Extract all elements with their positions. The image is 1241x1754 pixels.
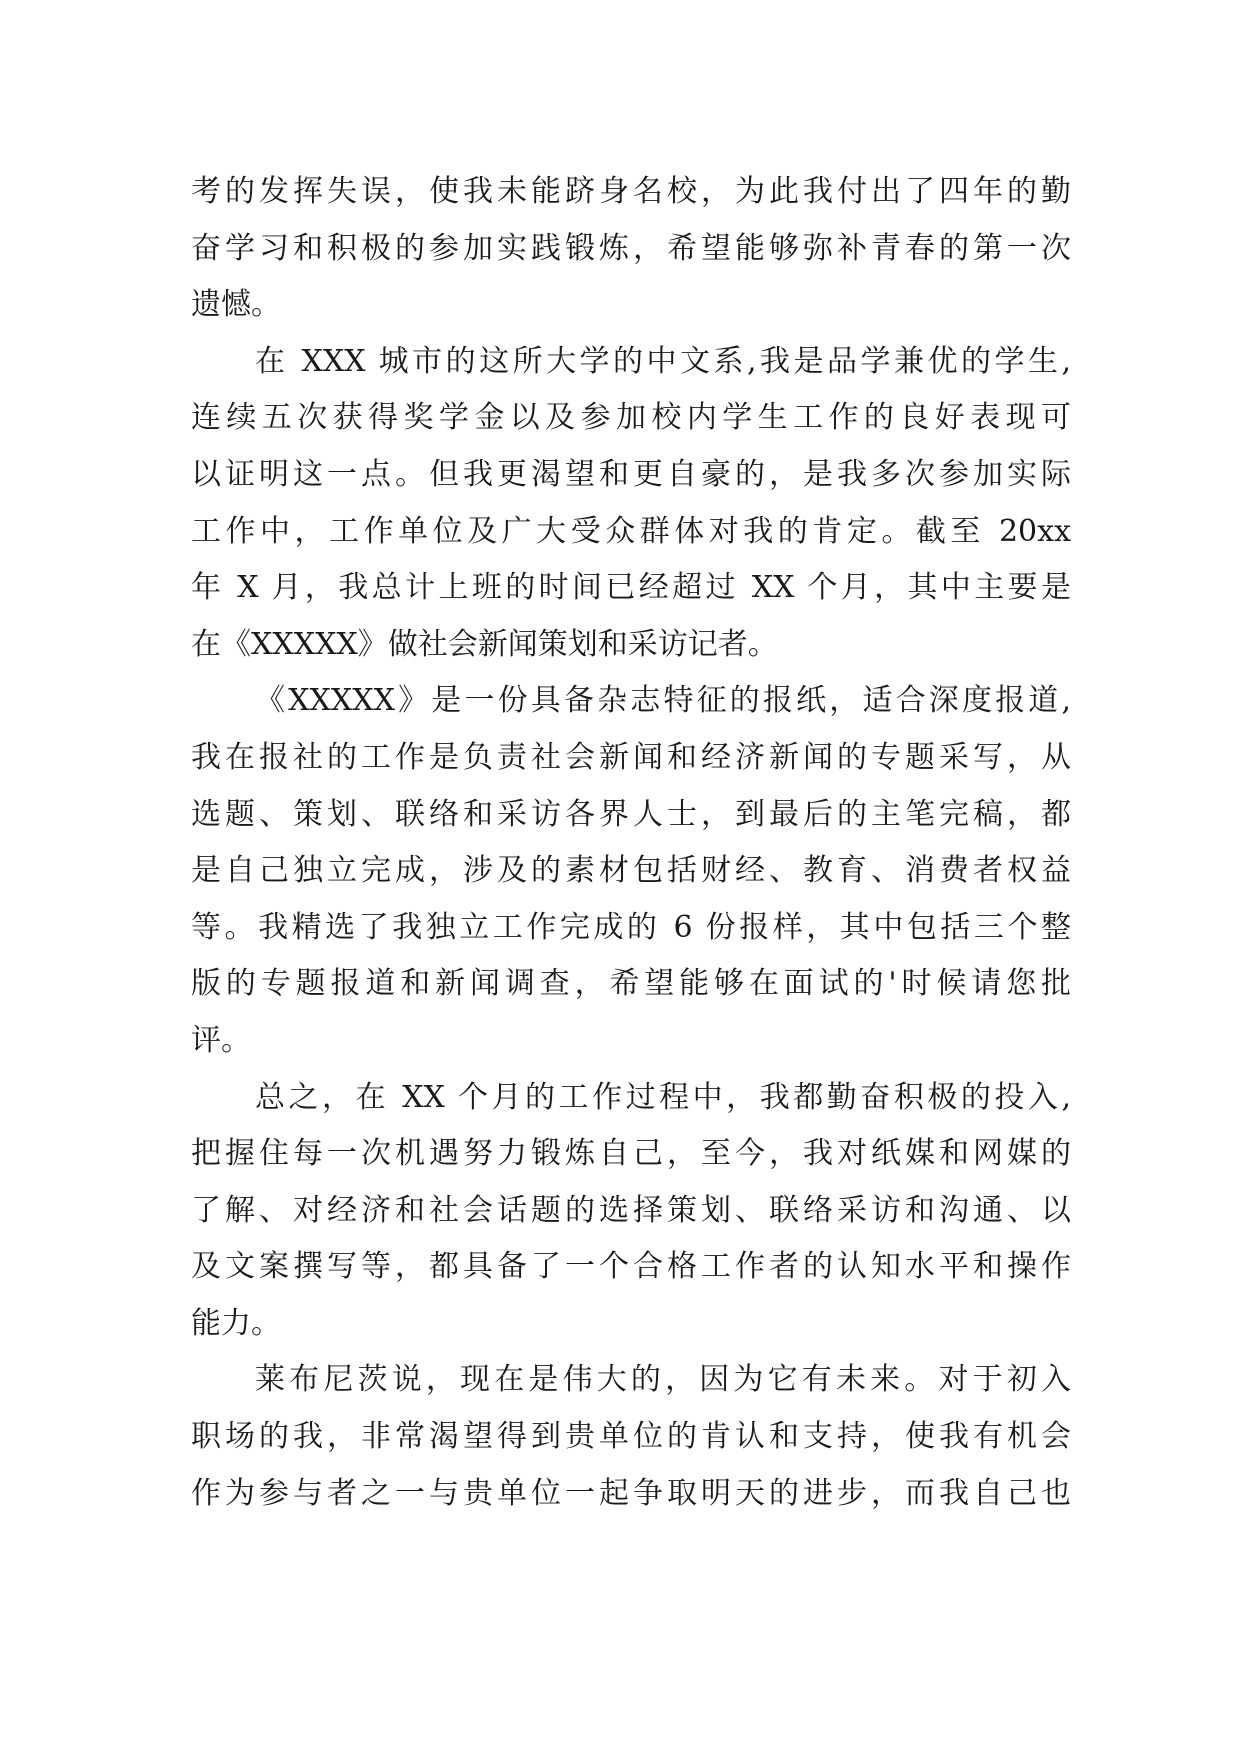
paragraph-line: 等。我精选了我独立工作完成的 6 份报样，其中包括三个整 [191,909,1071,945]
paragraph-line: 在《XXXXX》做社会新闻策划和采访记者。 [191,626,778,662]
paragraph-line: 及文案撰写等，都具备了一个合格工作者的认知水平和操作 [191,1249,1071,1285]
paragraph-line: 能力。 [191,1305,281,1341]
paragraph-line: 遗憾。 [191,287,281,323]
paragraph-line: 选题、策划、联络和采访各界人士，到最后的主笔完稿，都 [191,796,1071,832]
document-body [191,164,1071,1522]
paragraph-line: 连续五次获得奖学金以及参加校内学生工作的良好表现可 [191,400,1071,436]
paragraph-line: 年 X 月，我总计上班的时间已经超过 XX 个月，其中主要是 [191,570,1071,606]
paragraph-line: 了解、对经济和社会话题的选择策划、联络采访和沟通、以 [191,1192,1071,1228]
paragraph-3 [191,673,1071,1069]
paragraph-line: 工作中，工作单位及广大受众群体对我的肯定。截至 20xx [191,513,1071,549]
paragraph-line: 总之，在 XX 个月的工作过程中，我都勤奋积极的投入, [255,1079,1071,1115]
paragraph-line: 在 XXX 城市的这所大学的中文系,我是品学兼优的学生, [255,343,1071,379]
paragraph-line: 职场的我，非常渴望得到贵单位的肯认和支持，使我有机会 [191,1419,1071,1455]
paragraph-line: 莱布尼茨说，现在是伟大的，因为它有未来。对于初入 [255,1362,1071,1398]
paragraph-1 [191,164,1071,334]
paragraph-line: 版的专题报道和新闻调查，希望能够在面试的'时候请您批 [191,966,1071,1002]
paragraph-5 [191,1352,1071,1522]
paragraph-line: 《XXXXX》是一份具备杂志特征的报纸，适合深度报道, [255,683,1071,719]
paragraph-line: 以证明这一点。但我更渴望和更自豪的，是我多次参加实际 [191,456,1071,492]
paragraph-line: 把握住每一次机遇努力锻炼自己，至今，我对纸媒和网媒的 [191,1136,1071,1172]
paragraph-2 [191,334,1071,674]
paragraph-line: 作为参与者之一与贵单位一起争取明天的进步，而我自己也 [191,1475,1071,1511]
paragraph-4 [191,1070,1071,1353]
paragraph-line: 我在报社的工作是负责社会新闻和经济新闻的专题采写，从 [191,739,1071,775]
paragraph-line: 是自己独立完成，涉及的素材包括财经、教育、消费者权益 [191,853,1071,889]
paragraph-line: 评。 [191,1022,251,1058]
paragraph-line: 考的发挥失误，使我未能跻身名校，为此我付出了四年的勤 [191,174,1071,209]
paragraph-line: 奋学习和积极的参加实践锻炼，希望能够弥补青春的第一次 [191,230,1071,266]
